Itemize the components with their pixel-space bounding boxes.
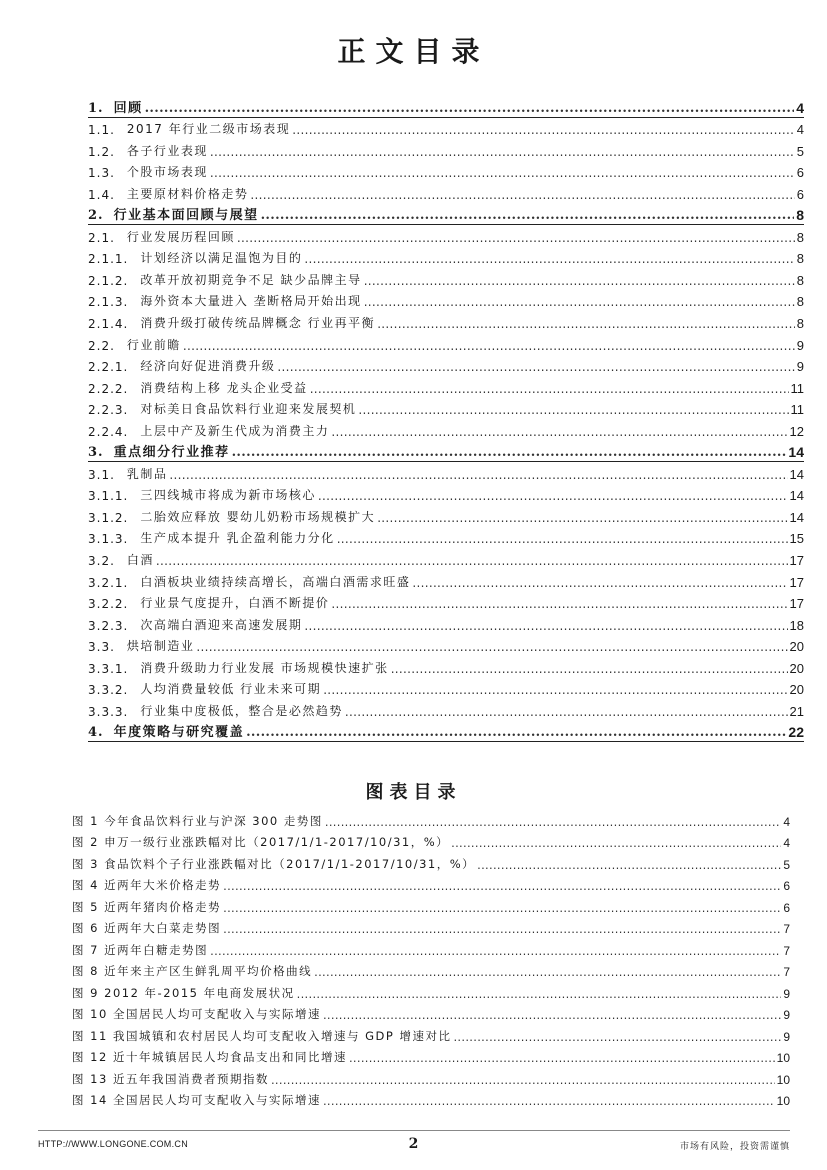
dot-leader	[246, 725, 786, 740]
dot-leader	[477, 858, 781, 872]
toc-entry-title: 二胎效应释放 婴幼儿奶粉市场规模扩大	[140, 509, 376, 524]
dot-leader	[331, 425, 787, 439]
toc-entry-number: 1.1.	[88, 123, 115, 138]
toc-entry-title: 行业景气度提升，白酒不断提价	[140, 596, 330, 611]
toc-entry-page: 6	[796, 186, 804, 202]
toc-entry-page: 6	[796, 165, 804, 181]
toc-entry[interactable]	[88, 204, 804, 226]
toc-entry-number: 3.	[88, 445, 104, 461]
toc-entry[interactable]	[88, 505, 804, 527]
toc-entry[interactable]	[88, 635, 804, 657]
toc-entry-number: 3.1.	[88, 467, 115, 482]
toc-entry-page: 14	[788, 444, 804, 461]
dot-leader	[169, 468, 787, 482]
toc-entry[interactable]	[88, 268, 804, 290]
dot-leader	[349, 1051, 775, 1065]
toc-entry[interactable]	[88, 484, 804, 506]
toc-entry-page: 17	[789, 596, 804, 612]
toc-entry-number: 3.3.1.	[88, 661, 129, 676]
dot-leader	[183, 339, 795, 353]
toc-entry[interactable]	[88, 721, 804, 743]
toc-entry-title: 上层中产及新生代成为消费主力	[140, 423, 330, 438]
figure-entry-page: 10	[776, 1072, 790, 1087]
toc-entry-page: 21	[789, 703, 804, 719]
figure-entry[interactable]	[72, 874, 790, 896]
toc-entry-page: 17	[789, 553, 804, 569]
toc-entry-title: 经济向好促进消费升级	[140, 359, 276, 374]
toc-entry-title: 乳制品	[126, 466, 168, 481]
table-of-contents	[88, 96, 804, 742]
toc-entry[interactable]	[88, 182, 804, 204]
toc-entry[interactable]	[88, 592, 804, 614]
dot-leader	[318, 489, 788, 503]
figure-entry[interactable]	[72, 1046, 790, 1068]
toc-entry-page: 20	[789, 660, 804, 676]
toc-entry[interactable]	[88, 333, 804, 355]
dot-leader	[451, 836, 781, 850]
toc-entry[interactable]	[88, 96, 804, 118]
toc-entry-page: 8	[796, 207, 804, 224]
toc-entry[interactable]	[88, 118, 804, 140]
figure-entry-page: 10	[776, 1094, 790, 1108]
toc-entry[interactable]	[88, 311, 804, 333]
dot-leader	[292, 123, 795, 137]
figure-entry[interactable]	[72, 1089, 790, 1111]
dot-leader	[323, 1094, 775, 1108]
figure-entry[interactable]	[72, 895, 790, 917]
toc-entry-title: 行业发展历程回顾	[126, 229, 235, 244]
dot-leader	[325, 815, 781, 829]
toc-entry-number: 1.	[88, 100, 104, 116]
dot-leader	[145, 101, 795, 116]
dot-leader	[223, 922, 781, 936]
dot-leader	[323, 683, 787, 697]
figure-entry-page: 10	[776, 1051, 790, 1065]
figure-entry-title: 图 10 全国居民人均可支配收入与实际增速	[72, 1007, 321, 1021]
toc-entry[interactable]	[88, 139, 804, 161]
figure-entry[interactable]	[72, 831, 790, 853]
toc-entry-number: 2.1.	[88, 230, 115, 245]
toc-entry-title: 行业前瞻	[126, 337, 181, 352]
figures-list	[72, 809, 790, 1110]
toc-entry-page: 22	[788, 724, 804, 741]
toc-entry-page: 17	[789, 574, 804, 590]
toc-entry-number: 3.3.3.	[88, 704, 129, 719]
toc-entry-title: 海外资本大量进入 垄断格局开始出现	[140, 294, 362, 309]
dot-leader	[277, 360, 794, 374]
toc-entry-page: 4	[796, 122, 804, 138]
toc-entry-number: 3.3.	[88, 640, 115, 655]
dot-leader	[210, 166, 795, 180]
dot-leader	[304, 619, 787, 633]
dot-leader	[297, 987, 782, 1001]
toc-entry[interactable]	[88, 398, 804, 420]
figure-entry-title: 图 13 近五年我国消费者预期指数	[72, 1071, 269, 1086]
dot-leader	[223, 901, 781, 915]
toc-entry-title: 白酒板块业绩持续高增长，高端白酒需求旺盛	[140, 574, 411, 589]
toc-entry-title: 回顾	[113, 100, 143, 116]
figure-entry[interactable]	[72, 1067, 790, 1089]
dot-leader	[304, 252, 794, 266]
figure-entry-title: 图 14 全国居民人均可支配收入与实际增速	[72, 1093, 321, 1107]
figure-entry-page: 9	[783, 1008, 790, 1022]
dot-leader	[358, 403, 788, 417]
toc-entry-page: 9	[796, 337, 804, 353]
toc-entry-title: 白酒	[126, 553, 154, 568]
toc-entry[interactable]	[88, 161, 804, 183]
toc-entry-number: 3.2.1.	[88, 575, 129, 590]
toc-entry-page: 14	[789, 509, 804, 525]
toc-entry-page: 4	[796, 99, 804, 116]
figure-entry-page: 5	[783, 857, 790, 872]
toc-entry-title: 个股市场表现	[126, 165, 208, 180]
figure-entry-title: 图 11 我国城镇和农村居民人均可支配收入增速与 GDP 增速对比	[72, 1028, 452, 1043]
toc-entry-title: 对标美日食品饮料行业迎来发展契机	[140, 402, 357, 417]
toc-entry-title: 主要原材料价格走势	[126, 186, 249, 201]
toc-entry-title: 改革开放初期竞争不足 缺少品牌主导	[140, 272, 362, 287]
toc-entry-number: 2.1.4.	[88, 317, 129, 332]
toc-entry-title: 2017 年行业二级市场表现	[126, 122, 291, 137]
toc-entry-page: 11	[790, 380, 804, 396]
toc-entry-page: 11	[790, 402, 804, 418]
figure-entry-page: 7	[783, 943, 790, 958]
figure-entry-title: 图 6 近两年大白菜走势图	[72, 921, 222, 935]
toc-entry-number: 2.	[88, 208, 104, 224]
toc-entry-number: 3.2.	[88, 554, 115, 569]
dot-leader	[210, 145, 795, 159]
figure-entry[interactable]	[72, 981, 790, 1003]
toc-entry-page: 18	[789, 617, 804, 633]
figure-entry-page: 9	[783, 986, 790, 1001]
toc-entry-title: 计划经济以满足温饱为目的	[140, 251, 303, 266]
toc-entry-number: 2.1.3.	[88, 295, 129, 310]
page-number: 2	[408, 1136, 419, 1152]
toc-entry[interactable]	[88, 527, 804, 549]
toc-entry-number: 4.	[88, 725, 104, 741]
dot-leader	[412, 576, 787, 590]
figure-entry-page: 9	[783, 1029, 790, 1044]
figure-entry-title: 图 12 近十年城镇居民人均食品支出和同比增速	[72, 1050, 347, 1064]
figure-entry-title: 图 8 近年来主产区生鲜乳周平均价格曲线	[72, 964, 313, 978]
figure-entry[interactable]	[72, 1003, 790, 1025]
toc-entry-page: 8	[796, 316, 804, 332]
toc-entry[interactable]	[88, 290, 804, 312]
toc-entry-page: 8	[796, 294, 804, 310]
figure-entry-page: 7	[783, 922, 790, 936]
toc-entry-page: 5	[796, 143, 804, 159]
dot-leader	[310, 382, 789, 396]
figure-entry-page: 6	[783, 879, 790, 893]
figure-entry-page: 4	[783, 836, 790, 850]
dot-leader	[391, 662, 788, 676]
toc-entry-page: 12	[789, 423, 804, 439]
toc-entry-title: 行业集中度极低，整合是必然趋势	[140, 703, 343, 718]
dot-leader	[314, 965, 781, 979]
dot-leader	[331, 597, 787, 611]
toc-entry[interactable]	[88, 441, 804, 463]
toc-entry-number: 1.2.	[88, 144, 115, 159]
toc-entry-title: 消费升级打破传统品牌概念 行业再平衡	[140, 316, 376, 331]
toc-entry-number: 2.2.3.	[88, 403, 129, 418]
toc-entry-page: 15	[789, 531, 804, 547]
dot-leader	[271, 1073, 775, 1087]
toc-entry-number: 2.2.1.	[88, 360, 129, 375]
toc-entry-page: 9	[796, 359, 804, 375]
figures-title: 图表目录	[365, 782, 462, 803]
dot-leader	[250, 188, 794, 202]
footer-disclaimer: 市场有风险，投资需谨慎	[679, 1142, 790, 1152]
dot-leader	[261, 208, 795, 223]
dot-leader	[377, 511, 787, 525]
toc-entry-number: 1.4.	[88, 187, 115, 202]
figure-entry-title: 图 3 食品饮料个子行业涨跌幅对比（2017/1/1-2017/10/31，%）	[72, 856, 476, 871]
toc-entry[interactable]	[88, 355, 804, 377]
toc-entry[interactable]	[88, 376, 804, 398]
toc-entry-page: 20	[789, 682, 804, 698]
figure-entry-page: 6	[783, 900, 790, 915]
figure-entry-title: 图 7 近两年白糖走势图	[72, 942, 209, 957]
toc-entry-title: 消费升级助力行业发展 市场规模快速扩张	[140, 660, 389, 675]
dot-leader	[156, 554, 788, 568]
figure-entry-page: 4	[783, 814, 790, 829]
dot-leader	[232, 445, 787, 460]
dot-leader	[453, 1030, 781, 1044]
dot-leader	[196, 640, 787, 654]
toc-entry-page: 8	[796, 229, 804, 245]
dot-leader	[345, 705, 788, 719]
toc-entry-number: 3.2.2.	[88, 597, 129, 612]
toc-entry[interactable]	[88, 225, 804, 247]
toc-entry-number: 2.2.2.	[88, 381, 129, 396]
figure-entry[interactable]	[72, 852, 790, 874]
toc-entry[interactable]	[88, 247, 804, 269]
toc-entry-number: 3.3.2.	[88, 683, 129, 698]
toc-entry-title: 行业基本面回顾与展望	[113, 208, 259, 224]
toc-entry[interactable]	[88, 419, 804, 441]
figure-entry-title: 图 4 近两年大米价格走势	[72, 878, 222, 892]
toc-entry[interactable]	[88, 462, 804, 484]
footer-url[interactable]: HTTP://WWW.LONGONE.COM.CN	[38, 1139, 188, 1149]
dot-leader	[237, 231, 795, 245]
figure-entry-title: 图 1 今年食品饮料行业与沪深 300 走势图	[72, 813, 323, 828]
toc-entry-title: 重点细分行业推荐	[113, 445, 230, 461]
toc-entry-number: 2.1.2.	[88, 273, 129, 288]
toc-entry[interactable]	[88, 570, 804, 592]
dot-leader	[377, 317, 795, 331]
toc-entry-title: 烘培制造业	[126, 639, 195, 654]
toc-entry[interactable]	[88, 613, 804, 635]
toc-entry-page: 20	[789, 639, 804, 655]
toc-entry-number: 2.2.	[88, 338, 115, 353]
toc-entry-number: 1.3.	[88, 166, 115, 181]
figure-entry[interactable]	[72, 938, 790, 960]
page-title: 正文目录	[337, 35, 490, 68]
figure-entry[interactable]	[72, 809, 790, 831]
figure-entry[interactable]	[72, 917, 790, 939]
figure-entry-page: 7	[783, 965, 790, 979]
toc-entry-number: 3.1.3.	[88, 532, 129, 547]
dot-leader	[364, 274, 795, 288]
toc-entry-title: 消费结构上移 龙头企业受益	[140, 380, 308, 395]
toc-entry-title: 三四线城市将成为新市场核心	[140, 488, 316, 503]
dot-leader	[337, 532, 788, 546]
toc-entry-title: 各子行业表现	[126, 143, 208, 158]
toc-entry-title: 年度策略与研究覆盖	[113, 725, 245, 741]
toc-entry-title: 次高端白酒迎来高速发展期	[140, 617, 303, 632]
toc-entry-title: 生产成本提升 乳企盈利能力分化	[140, 531, 335, 546]
dot-leader	[364, 295, 795, 309]
figure-entry[interactable]	[72, 960, 790, 982]
toc-entry[interactable]	[88, 548, 804, 570]
dot-leader	[210, 944, 781, 958]
toc-entry-title: 人均消费量较低 行业未来可期	[140, 682, 322, 697]
toc-entry[interactable]	[88, 656, 804, 678]
toc-entry-number: 3.1.2.	[88, 510, 129, 525]
figure-entry-title: 图 5 近两年猪肉价格走势	[72, 899, 222, 914]
toc-entry[interactable]	[88, 699, 804, 721]
dot-leader	[323, 1008, 781, 1022]
toc-entry-page: 14	[789, 466, 804, 482]
figure-entry[interactable]	[72, 1024, 790, 1046]
toc-entry[interactable]	[88, 678, 804, 700]
footer-divider	[38, 1130, 790, 1131]
toc-entry-page: 8	[796, 272, 804, 288]
toc-entry-number: 3.2.3.	[88, 618, 129, 633]
toc-entry-page: 8	[796, 251, 804, 267]
toc-entry-page: 14	[789, 488, 804, 504]
figure-entry-title: 图 9 2012 年-2015 年电商发展状况	[72, 985, 295, 1000]
toc-entry-number: 2.2.4.	[88, 424, 129, 439]
dot-leader	[223, 879, 781, 893]
toc-entry-number: 3.1.1.	[88, 489, 129, 504]
toc-entry-number: 2.1.1.	[88, 252, 129, 267]
figure-entry-title: 图 2 申万一级行业涨跌幅对比（2017/1/1-2017/10/31，%）	[72, 835, 450, 849]
